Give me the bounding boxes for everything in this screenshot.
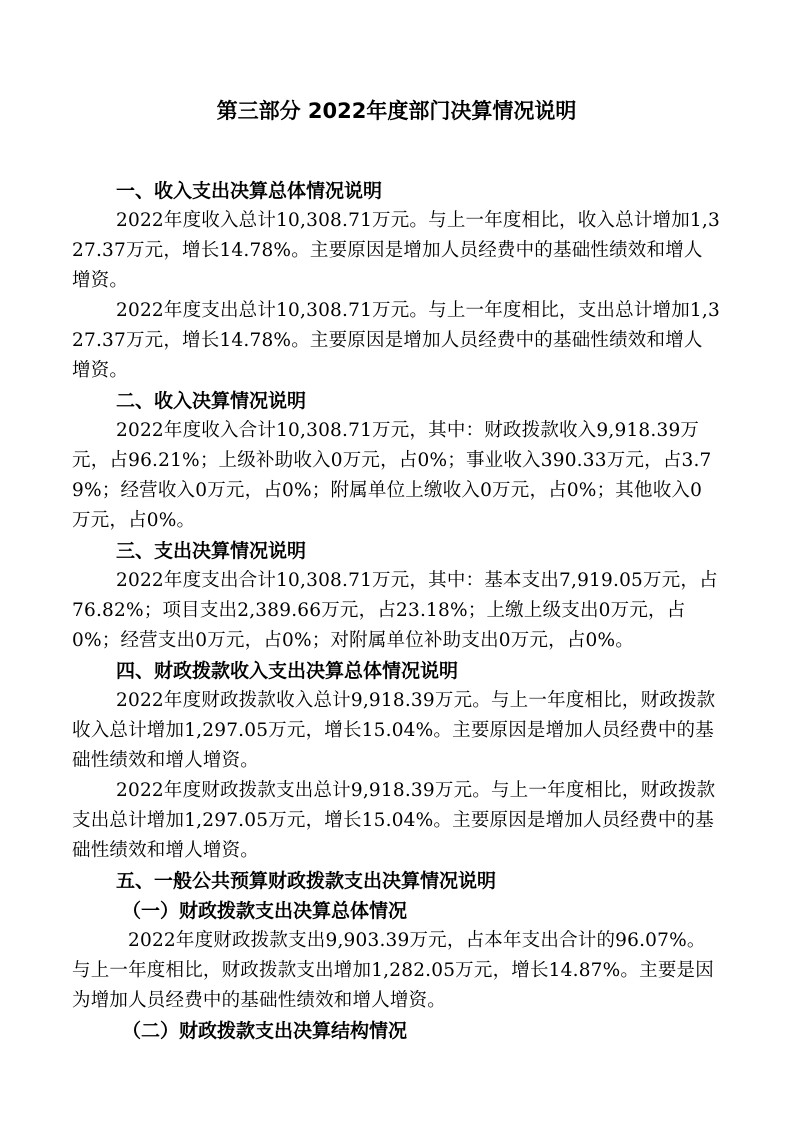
paragraph: 2022年度支出总计10,308.71万元。与上一年度相比，支出总计增加1,327.37万元，增长14.78%。主要原因是增加人员经费中的基础性绩效和增人增资。: [72, 300, 720, 381]
paragraph: 2022年度收入合计10,308.71万元，其中：财政拨款收入9,918.39万元，占96.21%；上级补助收入0万元，占0%；事业收入390.33万元，占3.79%；经营收入0万元，占0%；附属单位上缴收入0万元，占0%；其他收入0万元，占0%。: [72, 420, 712, 531]
subsection-heading: （一）财政拨款支出决算总体情况: [122, 900, 408, 922]
section-fiscal-allocation-overview: [72, 656, 720, 866]
paragraph: 2022年度支出合计10,308.71万元，其中：基本支出7,919.05万元，占76.82%；项目支出2,389.66万元，占23.18%；上缴上级支出0万元，占0%；经营支出0万元，占0%；对附属单位补助支出0万元，占0%。: [72, 570, 718, 651]
section-heading: 二、收入决算情况说明: [116, 390, 307, 412]
subsection-heading: （二）财政拨款支出决算结构情况: [122, 1020, 408, 1042]
section-heading: 五、一般公共预算财政拨款支出决算情况说明: [116, 870, 497, 892]
section-heading: 四、财政拨款收入支出决算总体情况说明: [116, 660, 459, 682]
section-income: [72, 386, 720, 536]
section-general-public-budget: [72, 866, 720, 1046]
document-body: [72, 176, 720, 1046]
section-heading: 一、收入支出决算总体情况说明: [116, 180, 383, 202]
paragraph: 2022年度财政拨款支出总计9,918.39万元。与上一年度相比，财政拨款支出总计增加1,297.05万元，增长15.04%。主要原因是增加人员经费中的基础性绩效和增人增资。: [72, 780, 716, 861]
section-heading: 三、支出决算情况说明: [116, 540, 307, 562]
paragraph: 2022年度财政拨款收入总计9,918.39万元。与上一年度相比，财政拨款收入总计增加1,297.05万元，增长15.04%。主要原因是增加人员经费中的基础性绩效和增人增资。: [72, 690, 716, 771]
section-income-expenditure-overview: [72, 176, 720, 386]
page-title: 第三部分 2022年度部门决算情况说明: [216, 99, 577, 123]
paragraph: 2022年度财政拨款支出9,903.39万元，占本年支出合计的96.07%。与上一年度相比，财政拨款支出增加1,282.05万元，增长14.87%。主要是因为增加人员经费中的基础性绩效和增人增资。: [72, 930, 714, 1011]
section-expenditure: [72, 536, 720, 656]
paragraph: 2022年度收入总计10,308.71万元。与上一年度相比，收入总计增加1,327.37万元，增长14.78%。主要原因是增加人员经费中的基础性绩效和增人增资。: [72, 210, 720, 291]
